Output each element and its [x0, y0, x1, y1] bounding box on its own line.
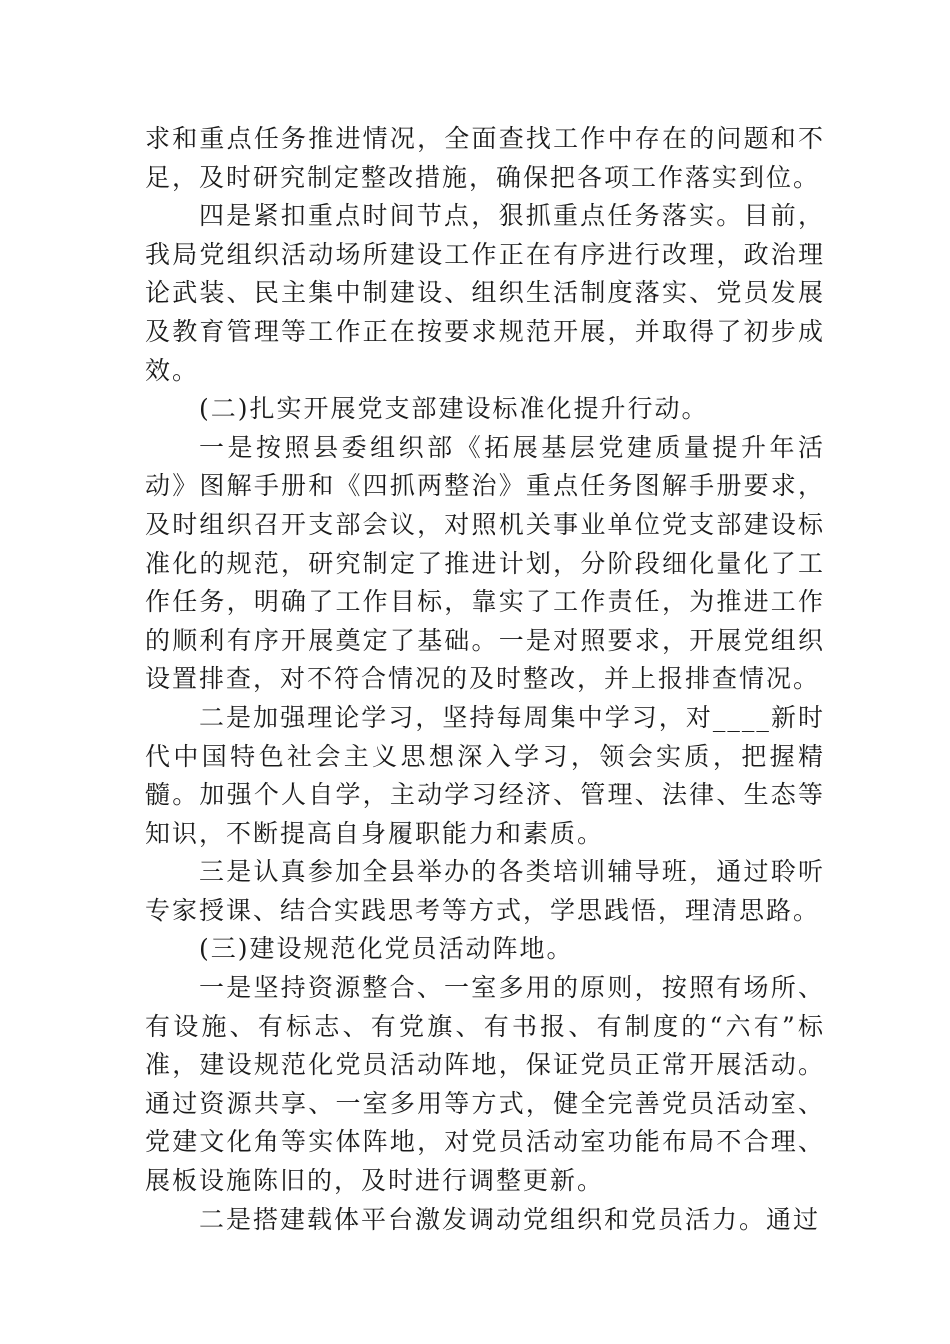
- section-heading-two: (二)扎实开展党支部建设标准化提升行动。: [199, 394, 709, 424]
- section-heading-three: (三)建设规范化党员活动阵地。: [199, 934, 574, 964]
- paragraph-point-four: 四是紧扣重点时间节点，狠抓重点任务落实。目前，我局党组织活动场所建设工作正在有序进行改理，政治理论武装、民主集中制建设、组织生活制度落实、党员发展及教育管理等工作正在按要求规范开展，并取得了初步成效。: [145, 201, 825, 385]
- paragraph-point-three-training: 三是认真参加全县举办的各类培训辅导班，通过聆听专家授课、结合实践思考等方式，学思践悟，理清思路。: [145, 857, 825, 925]
- paragraph-point-two-platform: 二是搭建载体平台激发调动党组织和党员活力。通过: [199, 1204, 821, 1234]
- paragraph-point-one-activity-venue: 一是坚持资源整合、一室多用的原则，按照有场所、有设施、有标志、有党旗、有书报、有制度的“六有”标准，建设规范化党员活动阵地，保证党员正常开展活动。通过资源共享、一室多用等方式，健全完善党员活动室、党建文化角等实体阵地，对党员活动室功能布局不合理、展板设施陈旧的，及时进行调整更新。: [145, 973, 825, 1196]
- paragraph-continuation: 求和重点任务推进情况，全面查找工作中存在的问题和不足，及时研究制定整改措施，确保把各项工作落实到位。: [145, 124, 825, 192]
- paragraph-point-two-theory-study: 二是加强理论学习，坚持每周集中学习，对____新时代中国特色社会主义思想深入学习，领会实质，把握精髓。加强个人自学，主动学习经济、管理、法律、生态等知识，不断提高自身履职能力和素质。: [145, 702, 825, 848]
- paragraph-point-one-standardization: 一是按照县委组织部《拓展基层党建质量提升年活动》图解手册和《四抓两整治》重点任务图解手册要求，及时组织召开支部会议，对照机关事业单位党支部建设标准化的规范，研究制定了推进计划，分阶段细化量化了工作任务，明确了工作目标，靠实了工作责任，为推进工作的顺利有序开展奠定了基础。一是对照要求，开展党组织设置排查，对不符合情况的及时整改，并上报排查情况。: [145, 432, 825, 694]
- document-body: [145, 120, 825, 1239]
